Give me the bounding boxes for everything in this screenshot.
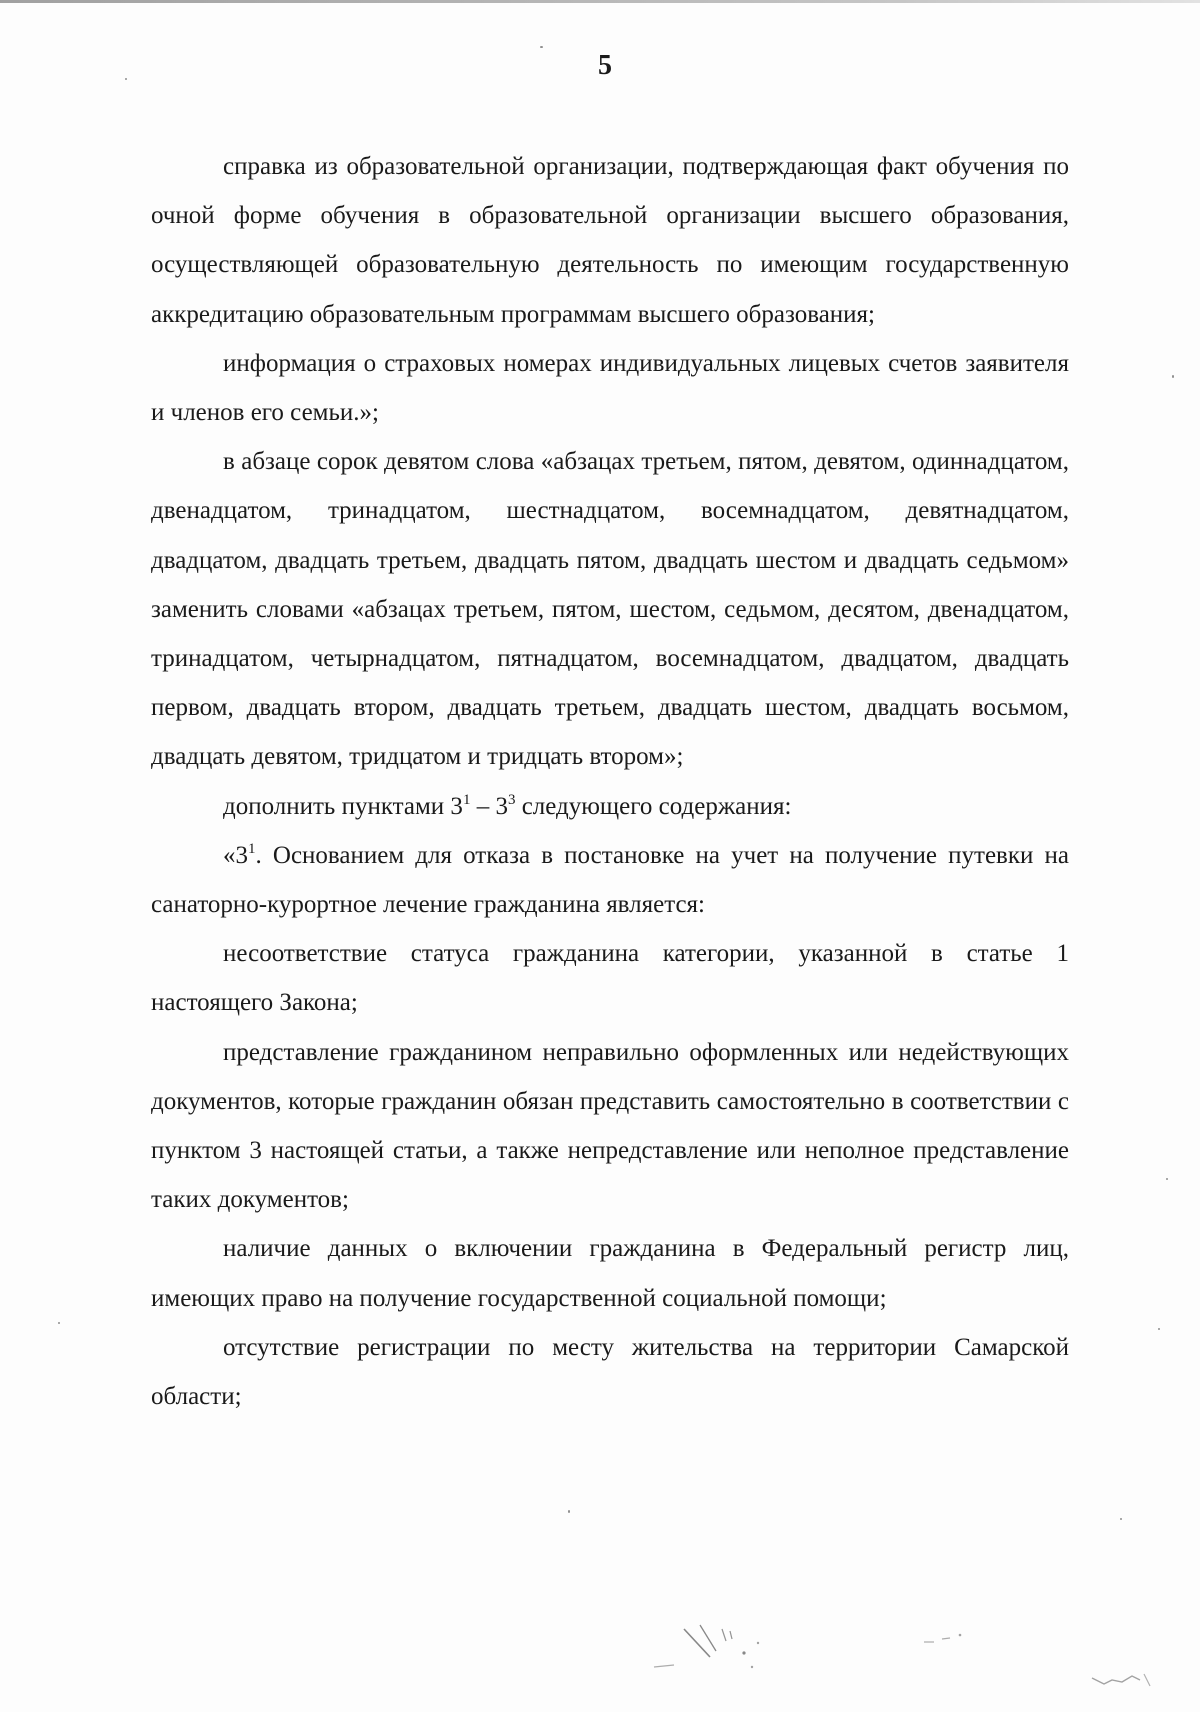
text-segment: дополнить пунктами 3: [223, 792, 463, 820]
scan-speck: [540, 46, 543, 48]
paragraph-add-points: [151, 782, 1069, 831]
paragraph-status-mismatch: несоответствие статуса гражданина категории, указанной в статье 1 настоящего Закона;: [151, 940, 1069, 1017]
superscript: 3: [507, 791, 516, 808]
scan-speck: [58, 1322, 60, 1324]
scan-mark: [640, 1595, 800, 1685]
superscript: 1: [462, 791, 471, 808]
text-segment: – 3: [470, 792, 508, 820]
scan-speck: [125, 78, 127, 80]
scan-speck: [1166, 1178, 1168, 1180]
scan-speck: [1158, 1328, 1160, 1330]
scan-speck: [568, 1510, 570, 1513]
text-segment: . Основанием для отказа в постановке на учет на получение путевки на санаторно-курортное лечение гражданина является:: [151, 841, 1069, 919]
scan-speck: [1172, 375, 1174, 378]
scan-speck: [1120, 1518, 1122, 1520]
superscript: 1: [248, 840, 256, 857]
paragraph-amendment: в абзаце сорок девятом слова «абзацах третьем, пятом, девятом, одиннадцатом, двенадцатом, тринадцатом, шестнадцатом, восемнадцатом, девятнадцатом, двадцатом, двадцать третьем, двадцать пятом, двадцать шестом и двадцать седьмом» заменить словами «абзацах третьем, пятом, шестом, седьмом, десятом, двенадцатом, тринадцатом, четырнадцатом, пятнадцатом, восемнадцатом, двадцатом, двадцать первом, двадцать втором, двадцать третьем, двадцать шестом, двадцать восьмом, двадцать девятом, тридцатом и тридцать втором»;: [151, 448, 1069, 771]
scan-mark: [920, 1630, 970, 1650]
paragraph-insurance-numbers: информация о страховых номерах индивидуальных лицевых счетов заявителя и членов его семьи.»;: [151, 349, 1069, 427]
paragraph-refusal-grounds: [151, 831, 1069, 929]
scan-top-edge: [0, 0, 1200, 3]
text-segment: «3: [223, 841, 248, 869]
body-text: [151, 142, 1069, 1421]
paragraph-federal-register: наличие данных о включении гражданина в Федеральный регистр лиц, имеющих право на получение государственной социальной помощи;: [151, 1235, 1069, 1312]
paragraph-certificate: справка из образовательной организации, подтверждающая факт обучения по очной форме обучения в образовательной организации высшего образования, осуществляющей образовательную деятельность по имеющим государственную аккредитацию образовательным программам высшего образования;: [151, 153, 1069, 328]
scan-mark: [1088, 1668, 1168, 1692]
text-segment: следующего содержания:: [515, 792, 792, 820]
paragraph-no-registration: отсутствие регистрации по месту жительства на территории Самарской области;: [151, 1333, 1069, 1411]
paragraph-invalid-documents: представление гражданином неправильно оформленных или недействующих документов, которые гражданин обязан представить самостоятельно в соответствии с пунктом 3 настоящей статьи, а также непредставление или неполное представление таких документов;: [151, 1038, 1069, 1214]
page-number: 5: [598, 50, 612, 81]
